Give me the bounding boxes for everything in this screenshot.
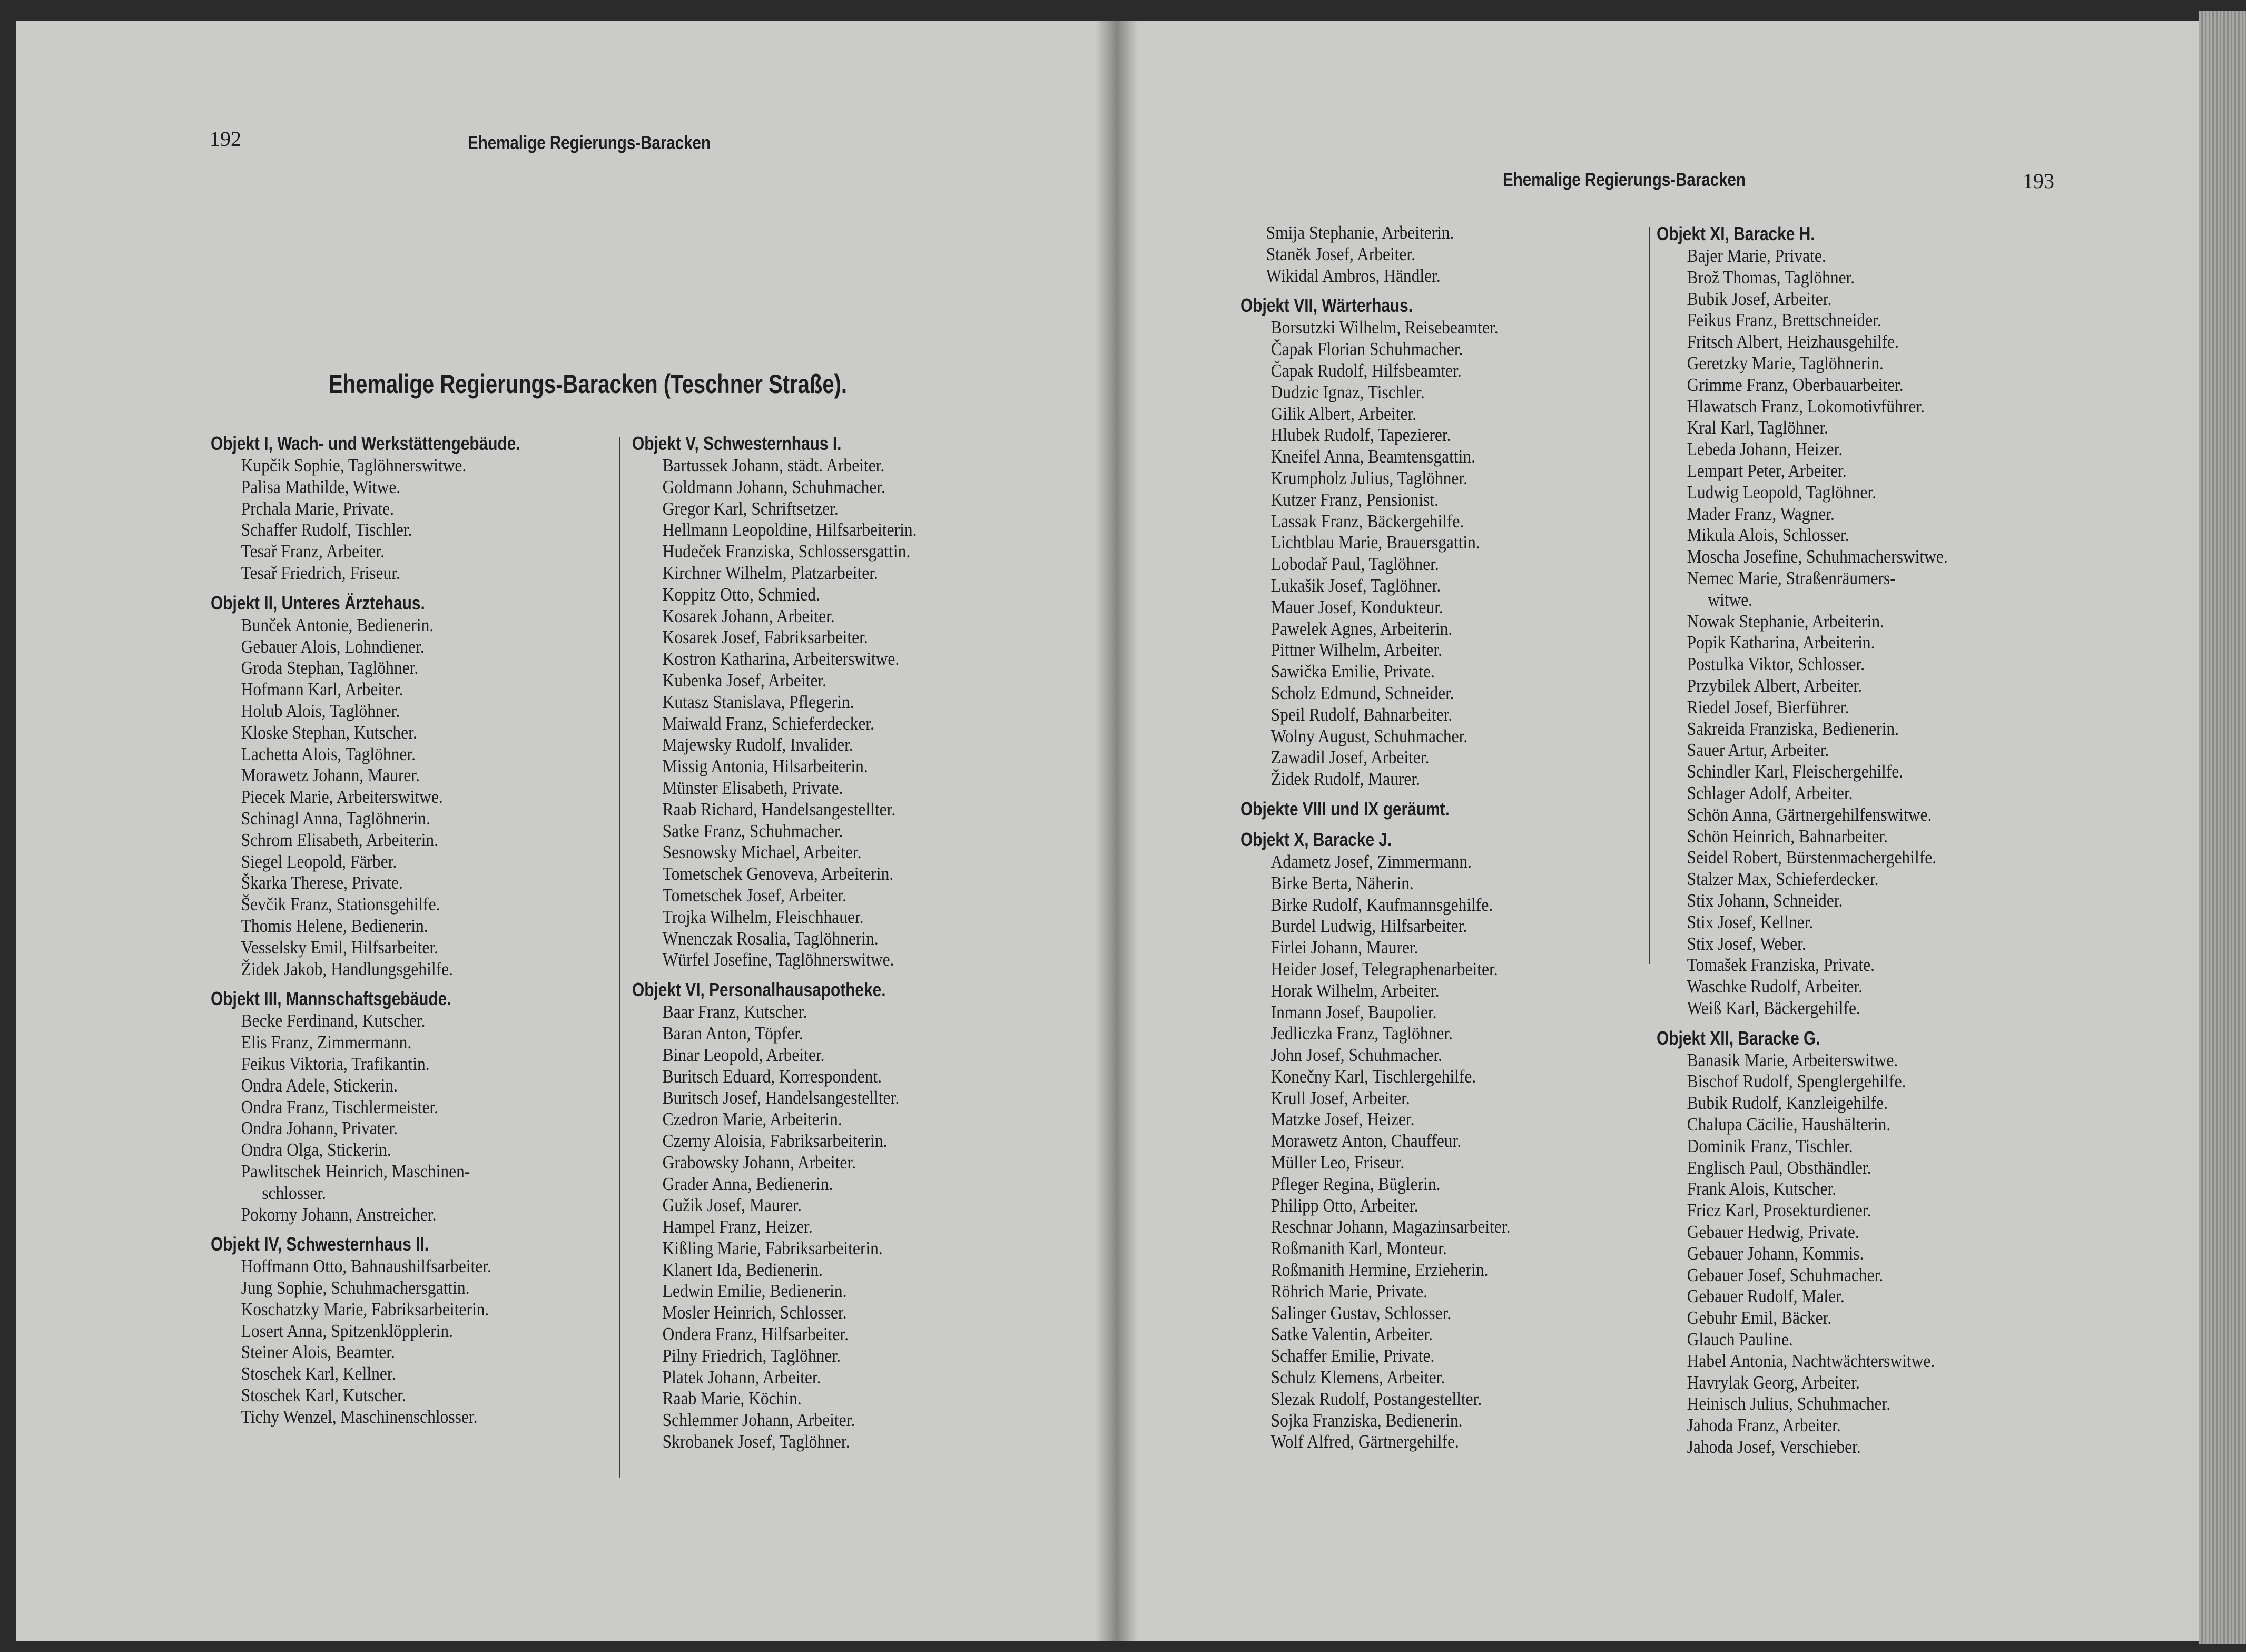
resident-entry: Kosarek Johann, Arbeiter. — [662, 605, 835, 626]
resident-entry: Moscha Josefine, Schuhmacherswitwe. — [1687, 546, 1948, 567]
running-header: Ehemalige Regierungs-Baracken — [1503, 169, 1746, 190]
resident-entry: Gebauer Alois, Lohndiener. — [241, 636, 425, 657]
resident-entry: Fricz Karl, Prosekturdiener. — [1687, 1200, 1871, 1221]
building-section — [1657, 1027, 1980, 1458]
resident-entry: Elis Franz, Zimmermann. — [241, 1032, 412, 1053]
resident-entry: Adametz Josef, Zimmermann. — [1270, 851, 1472, 872]
resident-entry: Lukašik Josef, Taglöhner. — [1270, 575, 1441, 596]
resident-entry: Banasik Marie, Arbeiterswitwe. — [1687, 1049, 1898, 1070]
running-header: Ehemalige Regierungs-Baracken — [468, 132, 711, 153]
resident-entry: Dominik Franz, Tischler. — [1687, 1135, 1853, 1156]
resident-entry: Postulka Viktor, Schlosser. — [1687, 654, 1865, 675]
resident-entry: Reschnar Johann, Magazinsarbeiter. — [1270, 1216, 1511, 1237]
column-divider — [619, 437, 620, 1478]
page-edges — [2199, 11, 2246, 1644]
section-heading: Objekt VII, Wärterhaus. — [1240, 294, 1413, 317]
resident-entry: Speil Rudolf, Bahnarbeiter. — [1270, 704, 1453, 725]
resident-entry: Goldmann Johann, Schuhmacher. — [662, 476, 886, 497]
resident-entry: Kloske Stephan, Kutscher. — [241, 722, 417, 743]
resident-entry: Mader Franz, Wagner. — [1687, 503, 1835, 524]
resident-entry: Burdel Ludwig, Hilfsarbeiter. — [1270, 916, 1467, 937]
resident-entry: Englisch Paul, Obsthändler. — [1687, 1157, 1871, 1178]
resident-entry: Bubik Josef, Arbeiter. — [1687, 288, 1832, 309]
resident-entry: Lobodař Paul, Taglöhner. — [1270, 554, 1439, 575]
resident-entry: Stoschek Karl, Kutscher. — [241, 1385, 406, 1406]
resident-entry: Steiner Alois, Beamter. — [241, 1342, 395, 1363]
resident-entry: Čapak Rudolf, Hilfsbeamter. — [1270, 360, 1462, 381]
resident-entry: Stanĕk Josef, Arbeiter. — [1266, 243, 1416, 264]
resident-entry: Ondra Johann, Privater. — [241, 1118, 398, 1139]
resident-entry: Kirchner Wilhelm, Platzarbeiter. — [662, 562, 878, 583]
resident-entry: Pittner Wilhelm, Arbeiter. — [1270, 640, 1442, 661]
resident-entry: Pfleger Regina, Büglerin. — [1270, 1173, 1441, 1194]
resident-entry: Koppitz Otto, Schmied. — [662, 584, 820, 605]
resident-entry: Gebauer Johann, Kommis. — [1687, 1243, 1864, 1264]
section-heading: Objekte VIII und IX geräumt. — [1240, 798, 1450, 820]
resident-entry: Dudzic Ignaz, Tischler. — [1270, 381, 1425, 402]
resident-entry: Hampel Franz, Heizer. — [662, 1216, 813, 1237]
resident-entry: Prchala Marie, Private. — [241, 498, 394, 519]
resident-entry: Popik Katharina, Arbeiterin. — [1687, 632, 1875, 653]
resident-entry: Groda Stephan, Taglöhner. — [241, 657, 419, 678]
resident-entry: Schaffer Rudolf, Tischler. — [241, 519, 412, 540]
resident-entry: Slezak Rudolf, Postangestellter. — [1270, 1388, 1482, 1409]
resident-entry: Hlawatsch Franz, Lokomotivführer. — [1687, 396, 1925, 417]
resident-entry: Gebuhr Emil, Bäcker. — [1687, 1307, 1832, 1329]
resident-entry: Grader Anna, Bedienerin. — [662, 1173, 833, 1194]
resident-entry: Jedliczka Franz, Taglöhner. — [1270, 1023, 1453, 1044]
section-heading: Objekt XI, Baracke H. — [1657, 223, 1815, 244]
resident-entry: Ševčik Franz, Stationsgehilfe. — [241, 894, 440, 915]
resident-entry: Heinisch Julius, Schuhmacher. — [1687, 1393, 1891, 1414]
resident-entry: Würfel Josefine, Taglöhnerswitwe. — [662, 949, 894, 970]
resident-entry: Bajer Marie, Private. — [1687, 245, 1826, 266]
resident-entry: Losert Anna, Spitzenklöpplerin. — [241, 1320, 454, 1341]
building-section — [632, 978, 949, 1453]
resident-entry: Kutasz Stanislava, Pflegerin. — [662, 691, 854, 712]
resident-entry: Hellmann Leopoldine, Hilfsarbeiterin. — [662, 519, 917, 540]
resident-entry: Feikus Franz, Brettschneider. — [1687, 310, 1881, 331]
resident-entry: Ondra Franz, Tischlermeister. — [241, 1096, 439, 1117]
resident-entry: Matzke Josef, Heizer. — [1270, 1109, 1415, 1130]
resident-entry: Zawadil Josef, Arbeiter. — [1270, 747, 1430, 768]
resident-entry: Raab Marie, Köchin. — [662, 1388, 802, 1409]
resident-entry: Nemec Marie, Straßenräumers- — [1687, 567, 1896, 588]
resident-entry: Čapak Florian Schuhmacher. — [1270, 339, 1463, 360]
resident-entry: Jung Sophie, Schuhmachersgattin. — [241, 1277, 470, 1299]
resident-entry: Stix Johann, Schneider. — [1687, 890, 1843, 911]
resident-entry: Tesař Friedrich, Friseur. — [241, 562, 400, 583]
resident-entry: Siegel Leopold, Färber. — [241, 851, 397, 872]
resident-entry: Skrobanek Josef, Taglöhner. — [662, 1431, 850, 1452]
resident-entry: Koschatzky Marie, Fabriksarbeiterin. — [241, 1299, 489, 1320]
building-section — [632, 432, 949, 971]
resident-entry: Baar Franz, Kutscher. — [662, 1001, 807, 1022]
resident-entry: Mauer Josef, Kondukteur. — [1270, 596, 1443, 617]
resident-entry: Lassak Franz, Bäckergehilfe. — [1270, 510, 1464, 532]
resident-entry: Majewsky Rudolf, Invalider. — [662, 734, 853, 755]
resident-entry: Glauch Pauline. — [1687, 1329, 1793, 1350]
resident-entry: Ludwig Leopold, Taglöhner. — [1687, 481, 1877, 503]
building-section — [1240, 798, 1540, 821]
resident-entry: Borsutzki Wilhelm, Reisebeamter. — [1270, 317, 1499, 338]
resident-entry: Czerny Aloisia, Fabriksarbeiterin. — [662, 1130, 888, 1151]
resident-entry: Vesselsky Emil, Hilfsarbeiter. — [241, 937, 439, 958]
resident-entry: Schrom Elisabeth, Arbeiterin. — [241, 829, 439, 850]
resident-entry: Jahoda Franz, Arbeiter. — [1687, 1415, 1841, 1436]
resident-entry: Palisa Mathilde, Witwe. — [241, 476, 401, 497]
resident-entry: Müller Leo, Friseur. — [1270, 1152, 1405, 1173]
resident-entry: Hudeček Franziska, Schlossersgattin. — [662, 541, 911, 562]
resident-entry: Wolny August, Schuhmacher. — [1270, 725, 1468, 746]
resident-entry: Ondra Olga, Stickerin. — [241, 1139, 391, 1161]
resident-entry: Birke Rudolf, Kaufmannsgehilfe. — [1270, 894, 1493, 915]
section-heading: Objekt IV, Schwesternhaus II. — [211, 1233, 429, 1255]
column-divider — [1649, 227, 1650, 964]
resident-entry: Missig Antonia, Hilsarbeiterin. — [662, 756, 868, 777]
resident-entry: Birke Berta, Näherin. — [1270, 872, 1414, 893]
resident-entry: Sawička Emilie, Private. — [1270, 661, 1435, 682]
resident-entry: Hoffmann Otto, Bahnaushilfsarbeiter. — [241, 1256, 491, 1277]
resident-entry: Gebauer Hedwig, Private. — [1687, 1222, 1859, 1243]
resident-entry: Roßmanith Karl, Monteur. — [1270, 1238, 1447, 1259]
resident-entry: Röhrich Marie, Private. — [1270, 1281, 1428, 1302]
resident-entry: Feikus Viktoria, Trafikantin. — [241, 1053, 430, 1074]
resident-entry: schlosser. — [262, 1182, 326, 1203]
right-column-1 — [1240, 222, 1540, 1460]
page-number: 192 — [210, 127, 241, 151]
section-heading: Objekt II, Unteres Ärztehaus. — [211, 592, 425, 614]
resident-entry: Ledwin Emilie, Bedienerin. — [662, 1281, 847, 1302]
resident-entry: Becke Ferdinand, Kutscher. — [241, 1010, 426, 1031]
resident-entry: Pawelek Agnes, Arbeiterin. — [1270, 618, 1453, 639]
resident-entry: Smija Stephanie, Arbeiterin. — [1266, 222, 1454, 243]
section-heading: Objekt XII, Baracke G. — [1657, 1027, 1820, 1049]
resident-entry: Morawetz Anton, Chauffeur. — [1270, 1130, 1462, 1152]
resident-entry: Kostron Katharina, Arbeiterswitwe. — [662, 648, 900, 670]
resident-entry: Przybilek Albert, Arbeiter. — [1687, 675, 1863, 696]
resident-entry: Waschke Rudolf, Arbeiter. — [1687, 976, 1863, 997]
resident-entry: Hlubek Rudolf, Tapezierer. — [1270, 425, 1451, 446]
resident-entry: Stoschek Karl, Kellner. — [241, 1363, 396, 1384]
resident-entry: Jahoda Josef, Verschieber. — [1687, 1437, 1861, 1458]
resident-entry: Krumpholz Julius, Taglöhner. — [1270, 467, 1468, 488]
building-section — [211, 987, 584, 1225]
resident-entry: Ondera Franz, Hilfsarbeiter. — [662, 1324, 849, 1345]
resident-entry: Nowak Stephanie, Arbeiterin. — [1687, 611, 1885, 632]
resident-entry: Salinger Gustav, Schlosser. — [1270, 1302, 1452, 1323]
resident-entry: Konečny Karl, Tischlergehilfe. — [1270, 1066, 1476, 1087]
building-section — [211, 1233, 584, 1428]
right-column-2 — [1657, 222, 1980, 1466]
section-heading: Objekt I, Wach- und Werkstättengebäude. — [211, 432, 520, 454]
resident-entry: Tichy Wenzel, Maschinenschlosser. — [241, 1406, 478, 1427]
resident-entry: Gebauer Rudolf, Maler. — [1687, 1286, 1845, 1307]
resident-entry: Bunček Antonie, Bedienerin. — [241, 614, 434, 635]
resident-entry: Riedel Josef, Bierführer. — [1687, 696, 1849, 717]
resident-entry: Thomis Helene, Bedienerin. — [241, 915, 428, 936]
resident-entry: Firlei Johann, Maurer. — [1270, 937, 1418, 958]
continued-entries — [1240, 222, 1540, 287]
resident-entry: Škarka Therese, Private. — [241, 872, 403, 893]
section-heading: Objekt III, Mannschaftsgebäude. — [211, 988, 451, 1010]
resident-entry: Morawetz Johann, Maurer. — [241, 765, 420, 786]
resident-entry: Schulz Klemens, Arbeiter. — [1270, 1367, 1445, 1388]
resident-entry: Grimme Franz, Oberbauarbeiter. — [1687, 374, 1904, 395]
resident-entry: Horak Wilhelm, Arbeiter. — [1270, 980, 1440, 1001]
building-section — [1240, 828, 1540, 1453]
page-title: Ehemalige Regierungs-Baracken (Teschner Straße). — [329, 369, 848, 399]
resident-entry: John Josef, Schuhmacher. — [1270, 1045, 1443, 1066]
resident-entry: Buritsch Josef, Handelsangestellter. — [662, 1087, 900, 1108]
resident-entry: Wikidal Ambros, Händler. — [1266, 265, 1441, 286]
resident-entry: Lebeda Johann, Heizer. — [1687, 439, 1843, 460]
resident-entry: Tomašek Franziska, Private. — [1687, 955, 1875, 976]
left-column-1 — [211, 432, 584, 1435]
resident-entry: Sojka Franziska, Bedienerin. — [1270, 1410, 1463, 1431]
section-heading: Objekt X, Baracke J. — [1240, 828, 1392, 850]
resident-entry: Pokorny Johann, Anstreicher. — [241, 1204, 437, 1225]
resident-entry: Maiwald Franz, Schieferdecker. — [662, 713, 874, 734]
resident-entry: Stalzer Max, Schieferdecker. — [1687, 869, 1879, 890]
resident-entry: Schindler Karl, Fleischergehilfe. — [1687, 761, 1904, 782]
section-heading: Objekt VI, Personalhausapotheke. — [632, 979, 886, 1001]
resident-entry: Wnenczak Rosalia, Taglöhnerin. — [662, 928, 879, 949]
resident-entry: Tesař Franz, Arbeiter. — [241, 541, 385, 562]
resident-entry: Kosarek Josef, Fabriksarbeiter. — [662, 627, 868, 648]
resident-entry: Sauer Artur, Arbeiter. — [1687, 740, 1829, 761]
building-section — [211, 432, 584, 584]
resident-entry: Klanert Ida, Bedienerin. — [662, 1259, 823, 1280]
resident-entry: Schön Heinrich, Bahnarbeiter. — [1687, 825, 1888, 847]
resident-entry: Scholz Edmund, Schneider. — [1270, 682, 1454, 703]
resident-entry: Bartussek Johann, städt. Arbeiter. — [662, 455, 885, 476]
resident-entry: Gebauer Josef, Schuhmacher. — [1687, 1264, 1884, 1285]
section-heading: Objekt V, Schwesternhaus I. — [632, 432, 842, 454]
resident-entry: Gregor Karl, Schriftsetzer. — [662, 498, 839, 519]
resident-entry: Mosler Heinrich, Schlosser. — [662, 1302, 847, 1323]
resident-entry: Židek Jakob, Handlungsgehilfe. — [241, 958, 454, 979]
resident-entry: Kubenka Josef, Arbeiter. — [662, 670, 827, 691]
resident-entry: Philipp Otto, Arbeiter. — [1270, 1195, 1418, 1216]
resident-entry: Havrylak Georg, Arbeiter. — [1687, 1372, 1860, 1393]
resident-entry: Heider Josef, Telegraphenarbeiter. — [1270, 958, 1498, 979]
resident-entry: Kral Karl, Taglöhner. — [1687, 417, 1828, 438]
resident-entry: Pilny Friedrich, Taglöhner. — [662, 1345, 841, 1366]
resident-entry: Grabowsky Johann, Arbeiter. — [662, 1152, 856, 1173]
resident-entry: Geretzky Marie, Taglöhnerin. — [1687, 352, 1884, 373]
resident-entry: Satke Valentin, Arbeiter. — [1270, 1324, 1433, 1345]
resident-entry: Weiß Karl, Bäckergehilfe. — [1687, 997, 1860, 1018]
resident-entry: Kißling Marie, Fabriksarbeiterin. — [662, 1237, 883, 1258]
resident-entry: Münster Elisabeth, Private. — [662, 777, 843, 798]
resident-entry: Trojka Wilhelm, Fleischhauer. — [662, 906, 864, 927]
resident-entry: Stix Josef, Kellner. — [1687, 911, 1814, 932]
resident-entry: Tometschek Josef, Arbeiter. — [662, 884, 847, 906]
resident-entry: Schlager Adolf, Arbeiter. — [1687, 782, 1853, 803]
resident-entry: Roßmanith Hermine, Erzieherin. — [1270, 1260, 1489, 1281]
resident-entry: Platek Johann, Arbeiter. — [662, 1366, 821, 1388]
resident-entry: Inmann Josef, Baupolier. — [1270, 1001, 1437, 1022]
resident-entry: Buritsch Eduard, Korrespondent. — [662, 1066, 882, 1087]
resident-entry: Schön Anna, Gärtnergehilfenswitwe. — [1687, 804, 1932, 825]
resident-entry: Bischof Rudolf, Spenglergehilfe. — [1687, 1071, 1906, 1092]
resident-entry: Kupčik Sophie, Taglöhnerswitwe. — [241, 455, 467, 476]
resident-entry: Raab Richard, Handelsangestellter. — [662, 799, 896, 820]
resident-entry: Mikula Alois, Schlosser. — [1687, 525, 1849, 546]
resident-entry: Lachetta Alois, Taglöhner. — [241, 743, 416, 764]
right-page — [1117, 21, 2199, 1641]
resident-entry: Ondra Adele, Stickerin. — [241, 1075, 398, 1096]
resident-entry: Schlemmer Johann, Arbeiter. — [662, 1410, 855, 1431]
resident-entry: Schinagl Anna, Taglöhnerin. — [241, 808, 431, 829]
resident-entry: Frank Alois, Kutscher. — [1687, 1178, 1837, 1199]
resident-entry: Fritsch Albert, Heizhausgehilfe. — [1687, 331, 1899, 352]
building-section — [1657, 222, 1980, 1019]
resident-entry: Baran Anton, Töpfer. — [662, 1022, 803, 1044]
resident-entry: Stix Josef, Weber. — [1687, 933, 1806, 954]
resident-entry: Schaffer Emilie, Private. — [1270, 1345, 1435, 1366]
resident-entry: Czedron Marie, Arbeiterin. — [662, 1109, 842, 1130]
resident-entry: Kutzer Franz, Pensionist. — [1270, 489, 1439, 510]
book-gutter-shadow — [1117, 21, 1138, 1641]
resident-entry: Lempart Peter, Arbeiter. — [1687, 460, 1847, 481]
resident-entry: Pawlitschek Heinrich, Maschinen- — [241, 1161, 470, 1182]
resident-entry: Židek Rudolf, Maurer. — [1270, 769, 1421, 790]
resident-entry: Sesnowsky Michael, Arbeiter. — [662, 842, 862, 863]
resident-entry: Satke Franz, Schuhmacher. — [662, 820, 843, 841]
resident-entry: Bubik Rudolf, Kanzleigehilfe. — [1687, 1093, 1888, 1114]
left-page — [16, 21, 1117, 1641]
resident-entry: Seidel Robert, Bürstenmachergehilfe. — [1687, 847, 1937, 868]
resident-entry: Wolf Alfred, Gärtnergehilfe. — [1270, 1431, 1459, 1452]
page-number: 193 — [2023, 169, 2054, 193]
resident-entry: Holub Alois, Taglöhner. — [241, 700, 400, 721]
resident-entry: Habel Antonia, Nachtwächterswitwe. — [1687, 1350, 1935, 1371]
resident-entry: Lichtblau Marie, Brauersgattin. — [1270, 532, 1480, 553]
resident-entry: Sakreida Franziska, Bedienerin. — [1687, 718, 1899, 739]
resident-entry: Hofmann Karl, Arbeiter. — [241, 679, 403, 700]
resident-entry: Chalupa Cäcilie, Haushälterin. — [1687, 1114, 1891, 1135]
resident-entry: Gilik Albert, Arbeiter. — [1270, 403, 1417, 424]
resident-entry: Brož Thomas, Taglöhner. — [1687, 267, 1855, 288]
resident-entry: Kneifel Anna, Beamtensgattin. — [1270, 446, 1476, 467]
building-section — [1240, 294, 1540, 790]
left-column-2 — [632, 432, 949, 1460]
resident-entry: Gužik Josef, Maurer. — [662, 1195, 802, 1216]
building-section — [211, 592, 584, 980]
resident-entry: Krull Josef, Arbeiter. — [1270, 1087, 1410, 1108]
resident-entry: Piecek Marie, Arbeiterswitwe. — [241, 786, 443, 808]
resident-entry: witwe. — [1708, 589, 1753, 610]
resident-entry: Binar Leopold, Arbeiter. — [662, 1044, 825, 1065]
resident-entry: Tometschek Genoveva, Arbeiterin. — [662, 863, 894, 884]
book-gutter-shadow — [1096, 21, 1117, 1641]
